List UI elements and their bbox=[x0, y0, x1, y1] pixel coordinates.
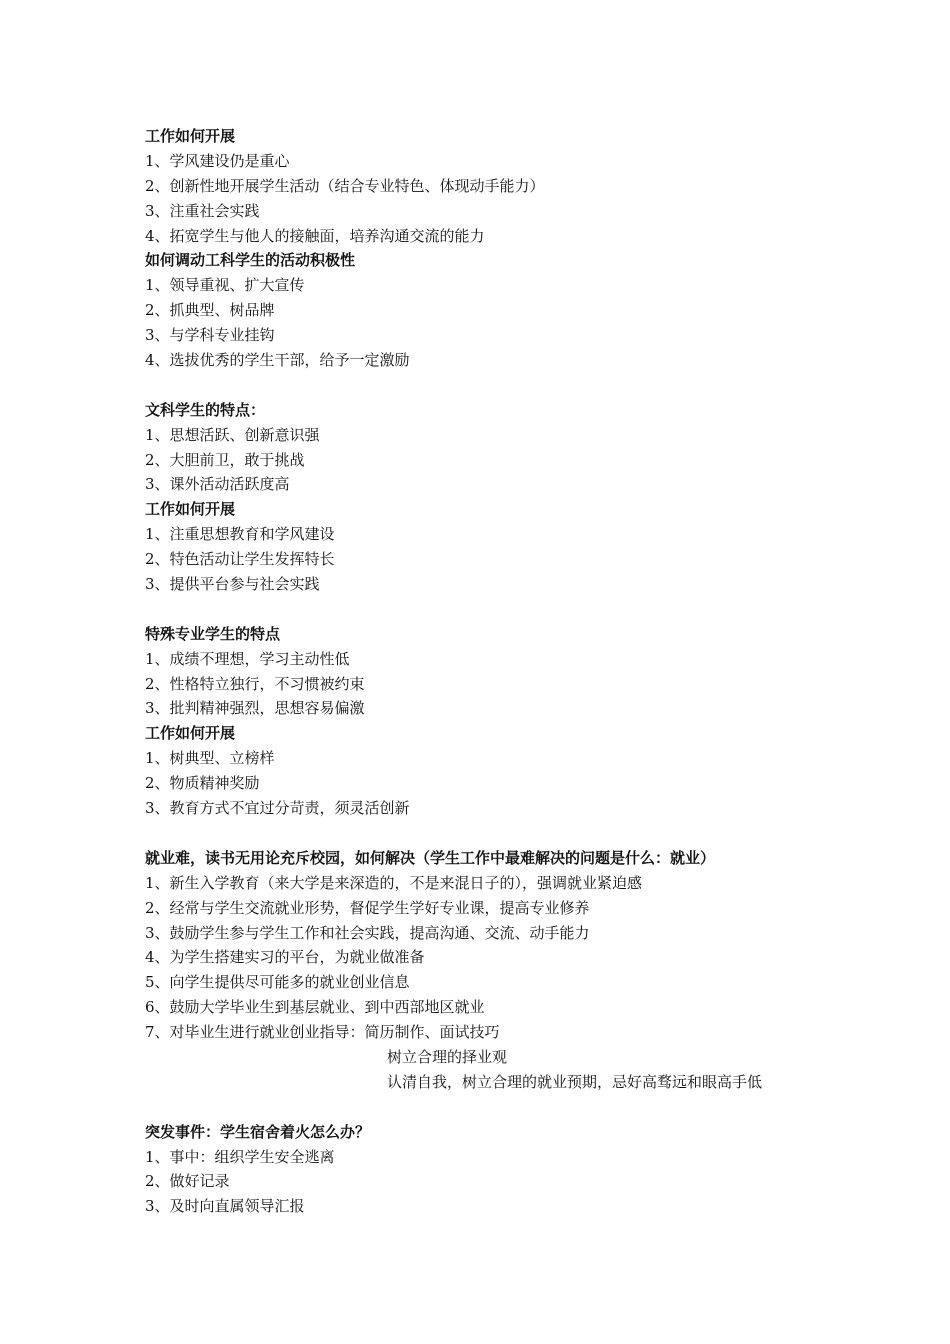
list-item-continuation: 认清自我，树立合理的就业预期，忌好高骛远和眼高手低 bbox=[387, 1072, 763, 1091]
list-item: 3、及时向直属领导汇报 bbox=[145, 1197, 305, 1216]
list-item: 1、成绩不理想，学习主动性低 bbox=[145, 649, 350, 668]
list-item: 1、树典型、立榜样 bbox=[145, 749, 275, 768]
list-item: 2、大胆前卫，敢于挑战 bbox=[145, 450, 305, 469]
list-item: 4、为学生搭建实习的平台，为就业做准备 bbox=[145, 948, 425, 967]
document-body bbox=[145, 124, 925, 1219]
list-item: 7、对毕业生进行就业创业指导：简历制作、面试技巧 bbox=[145, 1023, 500, 1042]
list-item: 3、提供平台参与社会实践 bbox=[145, 575, 320, 594]
list-item: 2、做好记录 bbox=[145, 1172, 230, 1191]
list-item: 4、拓宽学生与他人的接触面，培养沟通交流的能力 bbox=[145, 226, 485, 245]
list-item: 2、性格特立独行，不习惯被约束 bbox=[145, 674, 365, 693]
list-item: 3、注重社会实践 bbox=[145, 201, 260, 220]
list-item: 1、学风建设仍是重心 bbox=[145, 151, 290, 170]
section-heading: 特殊专业学生的特点 bbox=[145, 624, 281, 643]
section-heading: 文科学生的特点： bbox=[145, 400, 266, 419]
list-item: 2、抓典型、树品牌 bbox=[145, 301, 275, 320]
list-item: 2、创新性地开展学生活动（结合专业特色、体现动手能力） bbox=[145, 176, 545, 195]
list-item: 2、特色活动让学生发挥特长 bbox=[145, 550, 335, 569]
list-item: 1、注重思想教育和学风建设 bbox=[145, 525, 335, 544]
list-item: 1、事中：组织学生安全逃离 bbox=[145, 1147, 335, 1166]
list-item: 4、选拔优秀的学生干部，给予一定激励 bbox=[145, 351, 410, 370]
list-item: 1、思想活跃、创新意识强 bbox=[145, 425, 320, 444]
section-heading: 工作如何开展 bbox=[145, 500, 236, 519]
list-item: 3、与学科专业挂钩 bbox=[145, 326, 275, 345]
blank-line bbox=[145, 821, 925, 846]
list-item: 2、物质精神奖励 bbox=[145, 774, 260, 793]
list-item: 6、鼓励大学毕业生到基层就业、到中西部地区就业 bbox=[145, 998, 485, 1017]
list-item: 3、课外活动活跃度高 bbox=[145, 475, 290, 494]
blank-line bbox=[145, 373, 925, 398]
blank-line bbox=[145, 597, 925, 622]
section-heading: 就业难，读书无用论充斥校园，如何解决（学生工作中最难解决的问题是什么：就业） bbox=[145, 848, 716, 867]
list-item: 3、批判精神强烈，思想容易偏激 bbox=[145, 699, 365, 718]
section-heading: 如何调动工科学生的活动积极性 bbox=[145, 251, 356, 270]
list-item: 3、鼓励学生参与学生工作和社会实践，提高沟通、交流、动手能力 bbox=[145, 923, 590, 942]
list-item: 3、教育方式不宜过分苛责，须灵活创新 bbox=[145, 799, 410, 818]
section-heading: 突发事件：学生宿舍着火怎么办？ bbox=[145, 1122, 371, 1141]
list-item: 1、领导重视、扩大宣传 bbox=[145, 276, 305, 295]
list-item: 2、经常与学生交流就业形势，督促学生学好专业课，提高专业修养 bbox=[145, 898, 590, 917]
blank-line bbox=[145, 1095, 925, 1120]
section-heading: 工作如何开展 bbox=[145, 127, 236, 145]
list-item: 1、新生入学教育（来大学是来深造的，不是来混日子的），强调就业紧迫感 bbox=[145, 873, 643, 892]
list-item: 5、向学生提供尽可能多的就业创业信息 bbox=[145, 973, 410, 992]
list-item-continuation: 树立合理的择业观 bbox=[387, 1047, 508, 1066]
section-heading: 工作如何开展 bbox=[145, 724, 236, 743]
